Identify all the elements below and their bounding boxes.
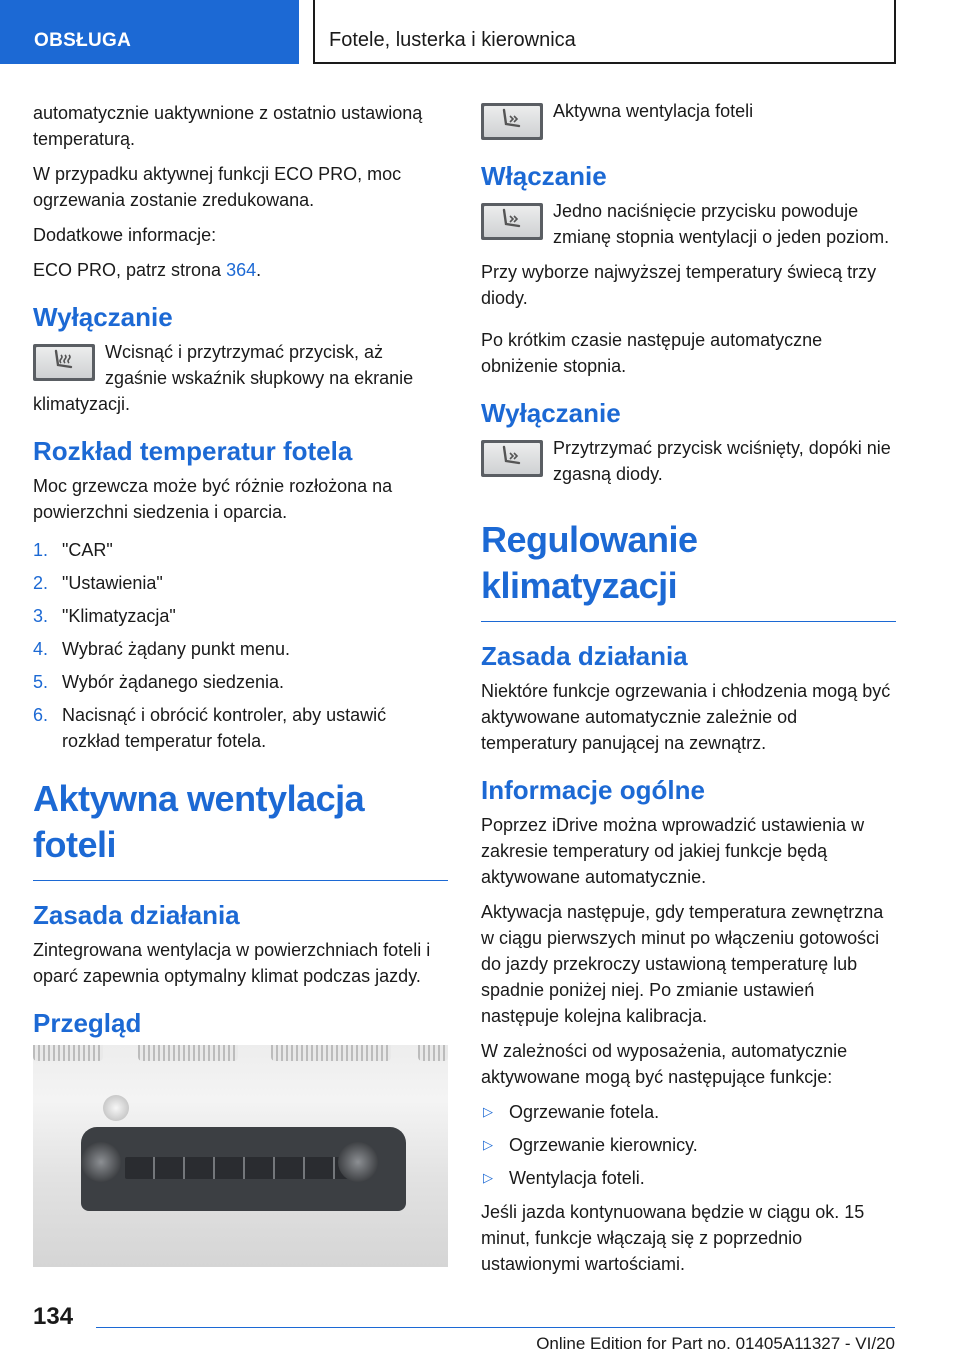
paragraph: Dodatkowe informacje: bbox=[33, 225, 217, 245]
paragraph bbox=[33, 257, 448, 283]
footer-edition: Online Edition for Part no. 01405A11327 - VI/20 bbox=[536, 1334, 895, 1353]
page-link[interactable]: 364 bbox=[226, 260, 257, 280]
seat-ventilation-icon bbox=[481, 203, 543, 240]
icon-caption: Aktywna wentylacja foteli bbox=[553, 101, 754, 121]
icon-row bbox=[481, 98, 896, 142]
heading-distribution: Rozkład temperatur fotela bbox=[33, 436, 353, 466]
list-item: ▷ Ogrzewanie kierownicy. bbox=[481, 1132, 896, 1158]
section-heading-climate: Regulowanie klimatyzacji bbox=[481, 517, 896, 622]
paragraph: W zależności od wyposażenia, automatycznie aktywowane mogą być następujące funkcje: bbox=[481, 1041, 848, 1087]
list-item: 5. Wybór żądanego siedzenia. bbox=[33, 672, 284, 692]
section-heading-ventilation: Aktywna wentylacja foteli bbox=[33, 776, 448, 881]
list-item: ▷ Wentylacja foteli. bbox=[481, 1165, 896, 1191]
list-item: 3. "Klimatyzacja" bbox=[33, 606, 176, 626]
instruction-text: Przytrzymać przycisk wciśnięty, dopóki nie zgasną diody. bbox=[553, 438, 891, 484]
heading-principle: Zasada działania bbox=[33, 900, 240, 930]
heading-on: Włączanie bbox=[481, 161, 607, 191]
footer-divider bbox=[96, 1327, 895, 1328]
climate-panel-photo bbox=[33, 1045, 448, 1267]
paragraph: Przy wyborze najwyższej temperatury świecą trzy diody. bbox=[481, 262, 877, 308]
instruction-text: Wcisnąć i przytrzymać przycisk, aż zgaśnie wskaźnik słupkowy na ekranie klimatyzacji. bbox=[33, 342, 414, 414]
paragraph: W przypadku aktywnej funkcji ECO PRO, moc ogrzewania zostanie zredukowana. bbox=[33, 164, 402, 210]
paragraph: Aktywacja następuje, gdy temperatura zewnętrzna w ciągu pierwszych minut po włączeniu gotowości do jazdy przekroczy ustawioną temperaturę lub spadnie poniżej niej. Po zmianie ustawień następuje kolejna kalibracja. bbox=[481, 902, 884, 1026]
reference-end: . bbox=[256, 260, 262, 280]
paragraph: Po krótkim czasie następuje automatyczne obniżenie stopnia. bbox=[481, 330, 823, 376]
icon-row bbox=[33, 339, 448, 417]
page-number: 134 bbox=[33, 1303, 74, 1330]
left-column bbox=[33, 100, 448, 1267]
triangle-right-icon: ▷ bbox=[483, 1170, 493, 1185]
triangle-right-icon: ▷ bbox=[483, 1137, 493, 1152]
paragraph: Zintegrowana wentylacja w powierzchniach foteli i oparć zapewnia optymalny klimat podczas jazdy. bbox=[33, 940, 431, 986]
instruction-text: Jedno naciśnięcie przycisku powoduje zmianę stopnia wentylacji o jeden poziom. bbox=[553, 201, 890, 247]
heading-general: Informacje ogólne bbox=[481, 775, 705, 805]
paragraph: Niektóre funkcje ogrzewania i chłodzenia mogą być aktywowane automatycznie zależnie od temperatury panującej na zewnątrz. bbox=[481, 681, 891, 753]
heading-principle: Zasada działania bbox=[481, 641, 688, 671]
steps-list bbox=[33, 537, 448, 754]
paragraph: Poprzez iDrive można wprowadzić ustawienia w zakresie temperatury od jakiej funkcje będą aktywowane automatycznie. bbox=[481, 815, 865, 887]
list-item: ▷ Ogrzewanie fotela. bbox=[481, 1099, 896, 1125]
heading-off: Wyłączanie bbox=[33, 302, 173, 332]
chapter-tab: OBSŁUGA bbox=[0, 0, 299, 64]
paragraph: Jeśli jazda kontynuowana będzie w ciągu ok. 15 minut, funkcje włączają się z poprzednio ustawionymi wartościami. bbox=[481, 1202, 865, 1274]
triangle-right-icon: ▷ bbox=[483, 1104, 493, 1119]
paragraph: Moc grzewcza może być różnie rozłożona na powierzchni siedzenia i oparcia. bbox=[33, 476, 393, 522]
heading-overview: Przegląd bbox=[33, 1008, 142, 1038]
heading-off: Wyłączanie bbox=[481, 398, 621, 428]
right-column bbox=[481, 98, 896, 1286]
list-item: 1. "CAR" bbox=[33, 540, 113, 560]
reference-text: ECO PRO, patrz strona bbox=[33, 260, 227, 280]
seat-ventilation-icon bbox=[481, 440, 543, 477]
list-item: 2. "Ustawienia" bbox=[33, 573, 163, 593]
section-title: Fotele, lusterka i kierownica bbox=[313, 0, 896, 64]
list-item: 4. Wybrać żądany punkt menu. bbox=[33, 639, 290, 659]
seat-heating-icon bbox=[33, 344, 95, 381]
list-item: 6. Nacisnąć i obrócić kontroler, aby ustawić rozkład temperatur fotela. bbox=[33, 705, 387, 751]
functions-list bbox=[481, 1099, 896, 1191]
paragraph: automatycznie uaktywnione z ostatnio ustawioną temperaturą. bbox=[33, 103, 423, 149]
seat-ventilation-icon bbox=[481, 103, 543, 140]
icon-row bbox=[481, 198, 896, 250]
icon-row bbox=[481, 435, 896, 487]
